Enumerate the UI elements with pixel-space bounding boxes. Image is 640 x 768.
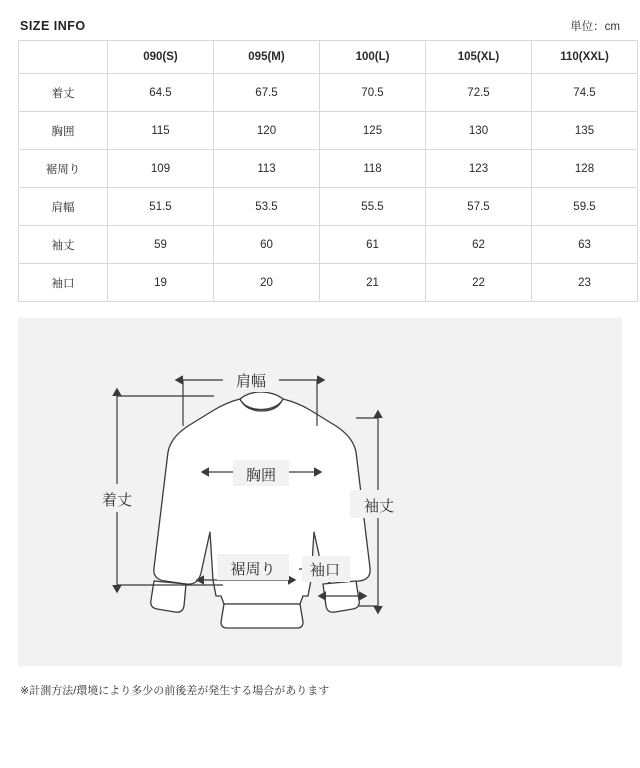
- cell-sleeve-105: 62: [426, 226, 532, 264]
- label-shoulder: 肩幅: [235, 373, 267, 390]
- label-chest: 胸囲: [245, 467, 277, 484]
- cell-hem-090: 109: [108, 150, 214, 188]
- table-row: [19, 150, 638, 188]
- cell-chest-105: 130: [426, 112, 532, 150]
- label-cuff: 袖口: [309, 562, 341, 579]
- cell-sleeve-090: 59: [108, 226, 214, 264]
- label-hem: 裾周り: [230, 561, 276, 578]
- cell-shoulder-095: 53.5: [214, 188, 320, 226]
- cell-sleeve-110: 63: [532, 226, 638, 264]
- row-label-length: 着丈: [19, 74, 108, 112]
- cell-shoulder-105: 57.5: [426, 188, 532, 226]
- cell-length-105: 72.5: [426, 74, 532, 112]
- unit-label: 単位：cm: [570, 21, 620, 33]
- row-label-sleeve: 袖丈: [19, 226, 108, 264]
- cell-chest-095: 120: [214, 112, 320, 150]
- cell-hem-100: 118: [320, 150, 426, 188]
- cell-chest-100: 125: [320, 112, 426, 150]
- cell-cuff-100: 21: [320, 264, 426, 302]
- cell-sleeve-100: 61: [320, 226, 426, 264]
- column-header-110: 110(XXL): [532, 41, 638, 74]
- table-row: [19, 74, 638, 112]
- column-header-105: 105(XL): [426, 41, 532, 74]
- label-sleeve: 袖丈: [363, 498, 395, 515]
- cell-chest-090: 115: [108, 112, 214, 150]
- cell-cuff-090: 19: [108, 264, 214, 302]
- column-header-100: 100(L): [320, 41, 426, 74]
- cell-hem-105: 123: [426, 150, 532, 188]
- row-label-chest: 胸囲: [19, 112, 108, 150]
- page-title: SIZE INFO: [20, 19, 86, 33]
- column-header-095: 095(M): [214, 41, 320, 74]
- cell-length-100: 70.5: [320, 74, 426, 112]
- cell-chest-110: 135: [532, 112, 638, 150]
- table-row: [19, 264, 638, 302]
- table-row: [19, 226, 638, 264]
- table-corner-cell: [19, 41, 108, 74]
- size-info-header: [18, 18, 622, 40]
- row-label-shoulder: 肩幅: [19, 188, 108, 226]
- measurement-diagram: [18, 318, 622, 666]
- cell-length-095: 67.5: [214, 74, 320, 112]
- table-row: [19, 188, 638, 226]
- column-header-090: 090(S): [108, 41, 214, 74]
- cell-shoulder-100: 55.5: [320, 188, 426, 226]
- cell-sleeve-095: 60: [214, 226, 320, 264]
- cell-length-090: 64.5: [108, 74, 214, 112]
- cell-cuff-095: 20: [214, 264, 320, 302]
- row-label-cuff: 袖口: [19, 264, 108, 302]
- cell-cuff-105: 22: [426, 264, 532, 302]
- cell-hem-095: 113: [214, 150, 320, 188]
- cell-hem-110: 128: [532, 150, 638, 188]
- cell-length-110: 74.5: [532, 74, 638, 112]
- size-table: [18, 40, 638, 302]
- cell-shoulder-110: 59.5: [532, 188, 638, 226]
- sweatshirt-illustration: [151, 392, 370, 628]
- table-row: [19, 112, 638, 150]
- row-label-hem: 裾周り: [19, 150, 108, 188]
- cell-cuff-110: 23: [532, 264, 638, 302]
- size-table-head: [19, 41, 638, 74]
- size-table-body: [19, 74, 638, 302]
- cell-shoulder-090: 51.5: [108, 188, 214, 226]
- label-length: 着丈: [101, 492, 133, 509]
- table-header-row: [19, 41, 638, 74]
- measurement-note: ※計測方法/環境により多少の前後差が発生する場合があります: [20, 685, 330, 697]
